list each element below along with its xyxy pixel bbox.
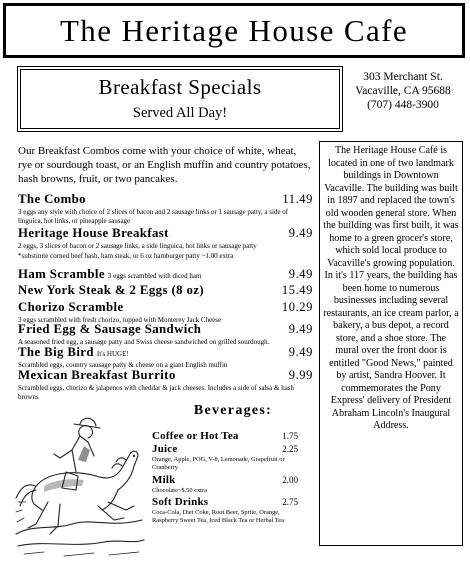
menu-item-note: *substitute corned beef hash, ham steak, or 6 oz hamburger patty ~1.00 extra bbox=[18, 251, 234, 260]
specials-heading: Breakfast Specials bbox=[98, 75, 262, 99]
menu-item-price: 9.49 bbox=[288, 267, 313, 281]
beverage-name: Milk bbox=[152, 474, 176, 486]
menu-item bbox=[18, 345, 313, 370]
menu-item-name: Ham Scramble 3 eggs scrambled with diced ham bbox=[18, 267, 202, 281]
beverage-price: 2.25 bbox=[282, 444, 298, 454]
menu-item-inline-desc: It's HUGE! bbox=[96, 350, 129, 358]
beverage-price: 1.75 bbox=[282, 431, 298, 441]
combo-intro: Our Breakfast Combos come with your choice of white, wheat, rye or sourdough toast, or an English muffin and country potatoes, hash browns, fruit, or two pancakes. bbox=[18, 145, 311, 185]
menu-item-price: 10.29 bbox=[281, 300, 313, 314]
specials-banner bbox=[20, 69, 340, 129]
beverage-item bbox=[152, 430, 298, 442]
menu-item-price: 9.99 bbox=[288, 368, 313, 382]
menu-item-desc: 3 eggs any style with choice of 2 slices of bacon and 2 sausage links or 1 sausage patty, a side of linguica, hot links, or pineapple sausage bbox=[18, 208, 289, 225]
title-banner bbox=[3, 3, 465, 58]
menu-item-name: Chorizo Scramble bbox=[18, 300, 124, 314]
menu-item-desc: Scrambled eggs, chorizo & jalapenos with cheddar & jack cheeses. Includes a side of salsa & hash browns bbox=[18, 384, 295, 401]
beverage-name: Juice bbox=[152, 443, 178, 455]
cafe-title: The Heritage House Cafe bbox=[59, 12, 409, 48]
menu-item-price: 11.49 bbox=[282, 192, 313, 206]
beverage-price: 2.75 bbox=[282, 497, 298, 507]
menu-item-price: 9.49 bbox=[288, 322, 313, 336]
history-text: The Heritage House Café is located in one of two landmark buildings in Downtown Vacaville. The building was built in 1897 and replaced the town's old wooden general store. When the building was first built, it was home to a green grocer's store, which sold local produce to Vacaville's growing population. In it's 117 years, the building has been home to numerous businesses including several restaurants, an ice cream parlor, a bakery, a bus depot, a record store, and a shoe store. The mural over the front door is entitled "Good News," painted by artist, Sandra Hoover. It commemorates the Pony Express' delivery of President Abraham Lincoln's Inaugural Address. bbox=[323, 145, 459, 431]
menu-item bbox=[18, 300, 313, 325]
beverage-price: 2.00 bbox=[282, 475, 298, 485]
menu-item-name: New York Steak & 2 Eggs (8 oz) bbox=[18, 283, 205, 297]
menu-item-name: Fried Egg & Sausage Sandwich bbox=[18, 322, 202, 336]
menu-item-name: The Big Bird It's HUGE! bbox=[18, 345, 129, 359]
menu-item bbox=[18, 368, 313, 401]
menu-item-name: Heritage House Breakfast bbox=[18, 226, 169, 240]
menu-item-desc: 2 eggs, 3 slices of bacon or 2 sausage links, a side linguica, hot links or sausage patty bbox=[18, 242, 257, 250]
menu-item bbox=[18, 283, 313, 298]
beverage-desc: Coca-Cola, Diet Coke, Root Beer, Sprite, Orange, Raspberry Sweet Tea, Iced Black Tea or Herbal Tea bbox=[152, 509, 284, 524]
menu-item-price: 15.49 bbox=[281, 283, 313, 297]
menu-item-price: 9.49 bbox=[288, 345, 313, 359]
pony-express-illustration bbox=[14, 406, 146, 558]
menu-item bbox=[18, 322, 313, 347]
beverage-desc: Chocolate~$.50 extra bbox=[152, 487, 207, 494]
menu-item-name: Mexican Breakfast Burrito bbox=[18, 368, 176, 382]
menu-item-desc: Scrambled eggs, country sausage patty & cheese on a giant English muffin bbox=[18, 361, 228, 369]
menu-item bbox=[18, 267, 313, 282]
beverage-item bbox=[152, 443, 298, 471]
beverage-item bbox=[152, 474, 298, 495]
menu-item bbox=[18, 226, 313, 260]
address-block bbox=[345, 70, 461, 112]
menu-item-desc: A seasoned fried egg, a sausage patty and Swiss cheese sandwiched on grilled sourdough. bbox=[18, 338, 270, 346]
address-phone: (707) 448-3900 bbox=[367, 99, 439, 111]
beverage-desc: Orange, Apple, POG, V-8, Lemonade, Grapefruit or Cranberry bbox=[152, 456, 285, 471]
menu-item-name: The Combo bbox=[18, 192, 86, 206]
menu-item bbox=[18, 192, 313, 225]
specials-subheading: Served All Day! bbox=[132, 105, 228, 121]
address-street: 303 Merchant St. bbox=[363, 71, 443, 83]
address-city: Vacaville, CA 95688 bbox=[355, 85, 451, 97]
beverage-name: Coffee or Hot Tea bbox=[152, 430, 239, 442]
beverage-name: Soft Drinks bbox=[152, 496, 209, 508]
history-panel bbox=[319, 141, 463, 546]
beverages-heading: Beverages: bbox=[193, 403, 273, 418]
beverage-item bbox=[152, 496, 298, 524]
menu-item-desc: 3 eggs scrambled with fresh chorizo, topped with Monterey Jack Cheese bbox=[18, 316, 222, 324]
menu-item-price: 9.49 bbox=[288, 226, 313, 240]
menu-item-inline-desc: 3 eggs scrambled with diced ham bbox=[107, 272, 202, 280]
